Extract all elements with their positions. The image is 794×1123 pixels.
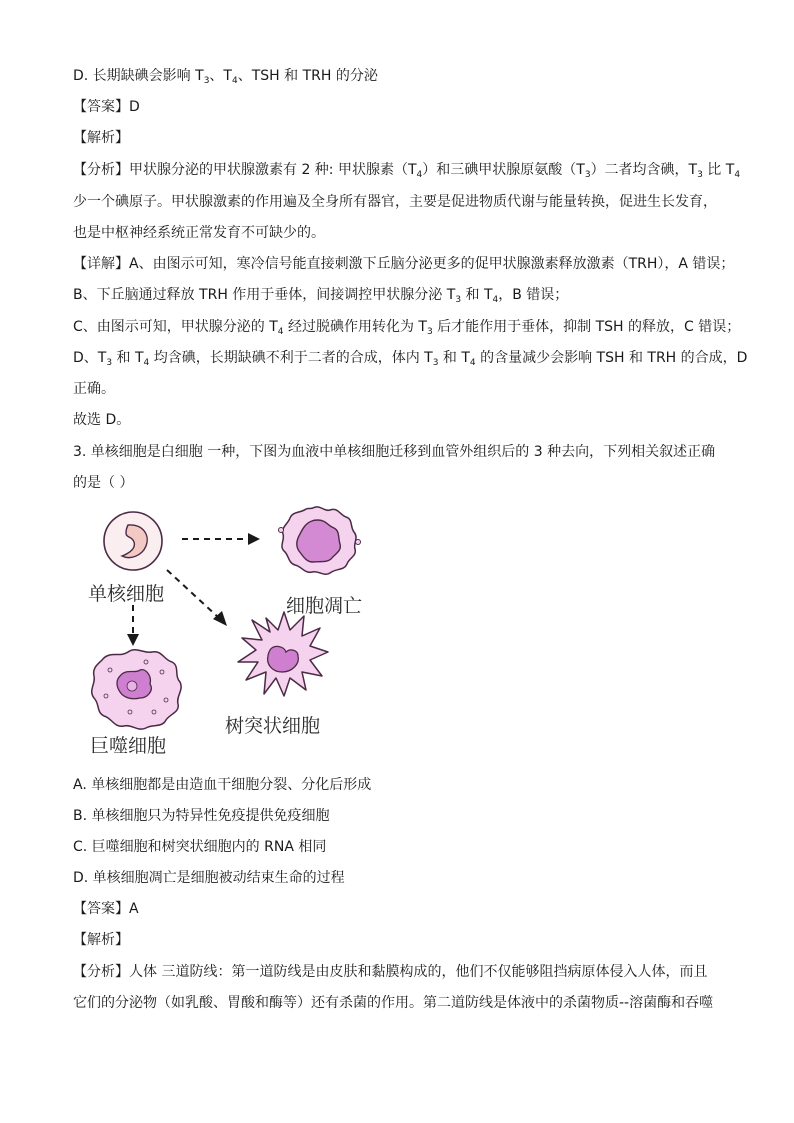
q3-option-c: C. 巨噬细胞和树突状细胞内的 RNA 相同 <box>73 839 327 855</box>
fenxi-line-1: 【分析】甲状腺分泌的甲状腺激素有 2 种: 甲状腺素$(T_4)$和三碘甲状腺原氨酸$(T_3)$二者均含碘，$T_3$ 比 $T_4$ <box>73 162 741 180</box>
fenxi-line-3: 也是中枢神经系统正常发育不可缺少的。 <box>73 225 325 241</box>
fenxi-line-2: 少一个碘原子。甲状腺激素的作用遍及全身所有器官，主要是促进物质代谢与能量转换，促进生长发育， <box>73 194 717 210</box>
conclusion-q2: 故选 D。 <box>73 412 131 428</box>
q3-option-d: D. 单核细胞凋亡是细胞被动结束生命的过程 <box>73 870 345 886</box>
arrow-to-dendritic <box>167 570 227 626</box>
xiangjie-line-b: B、下丘脑通过释放 TRH 作用于垂体，间接调控甲状腺分泌 $T_3$ 和 $T_4$，B 错误； <box>73 287 569 305</box>
xiangjie-line-d-end: 正确。 <box>73 381 115 397</box>
q3-option-a: A. 单核细胞都是由造血干细胞分裂、分化后形成 <box>73 777 372 793</box>
xiangjie-line-d: D、$T_3$ 和 $T_4$ 均含碘，长期缺碘不利于二者的合成，体内 $T_3$ 和 $T_4$ 的含量减少会影响 TSH 和 TRH 的合成，D <box>73 350 748 368</box>
q3-stem-line-2: 的是（ ） <box>73 475 134 491</box>
label-monocyte: 单核细胞 <box>88 583 165 605</box>
analysis-tag-q2: 【解析】 <box>73 130 129 146</box>
xiangjie-line-c: C、由图示可知，甲状腺分泌的 $T_4$ 经过脱碘作用转化为 $T_3$ 后才能作用于垂体，抑制 TSH 的释放，C 错误； <box>73 319 741 337</box>
q3-fenxi-line-2: 它们的分泌物（如乳酸、胃酸和酶等）还有杀菌的作用。第二道防线是体液中的杀菌物质--溶菌酶和吞噬 <box>73 995 714 1011</box>
label-dendritic: 树突状细胞 <box>225 715 321 737</box>
q3-option-b: B. 单核细胞只为特异性免疫提供免疫细胞 <box>73 808 330 824</box>
analysis-tag-q3: 【解析】 <box>73 932 129 948</box>
label-apoptosis: 细胞凋亡 <box>286 595 363 617</box>
apoptotic-cell <box>279 507 361 574</box>
dendritic-cell <box>238 612 328 696</box>
q3-fenxi-line-1: 【分析】人体 三道防线：第一道防线是由皮肤和黏膜构成的，他们不仅能够阻挡病原体侵入人体，而且 <box>73 964 708 980</box>
xiangjie-line-a: 【详解】A、由图示可知，寒冷信号能直接刺激下丘脑分泌更多的促甲状腺激素释放激素（TRH），A 错误； <box>73 256 735 272</box>
answer-value: D <box>129 99 140 115</box>
answer-line-q2 <box>73 97 140 117</box>
answer-line-q3: 【答案】A <box>73 901 139 917</box>
monocyte-fate-diagram <box>70 500 410 760</box>
label-macrophage: 巨噬细胞 <box>90 735 167 757</box>
option-d-previous: D. 长期缺碘会影响 $T_3$、$T_4$、TSH 和 TRH 的分泌 <box>73 68 378 86</box>
monocyte-cell <box>104 512 162 570</box>
q3-stem-line-1: 3. 单核细胞是白细胞 一种，下图为血液中单核细胞迁移到血管外组织后的 3 种去向，下列相关叙述正确 <box>73 444 716 460</box>
answer-tag: 【答案】 <box>73 99 129 115</box>
arrow-to-macrophage <box>127 605 139 646</box>
macrophage-cell <box>92 650 181 729</box>
arrow-to-apoptosis <box>182 533 260 545</box>
